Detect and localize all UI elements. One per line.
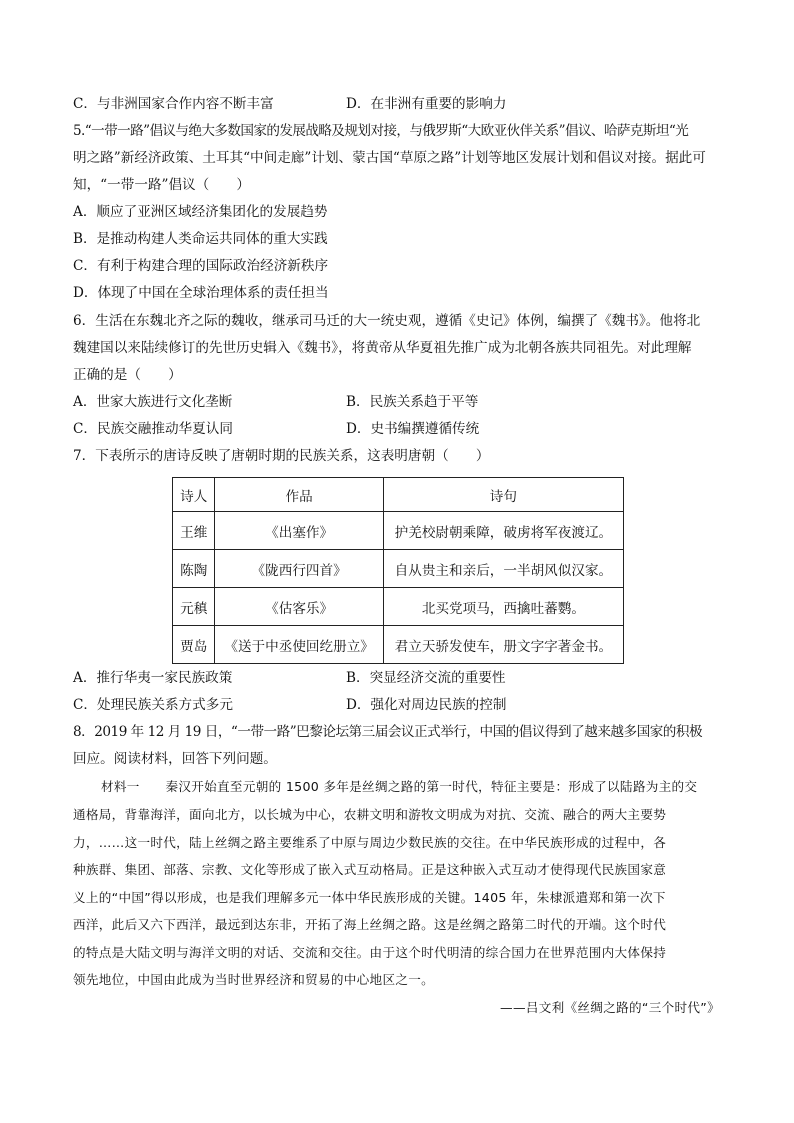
material-line-4: 种族群、集团、部落、宗教、文化等形成了嵌入式互动格局。正是这种嵌入式互动才使得现代民族国家意 — [73, 862, 667, 877]
q5-option-d: D．体现了中国在全球治理体系的责任担当 — [73, 285, 329, 301]
header-poet: 诗人 — [173, 478, 215, 512]
work-cell: 《估客乐》 — [215, 588, 383, 626]
q6-stem-line-3: 正确的是（ ） — [73, 367, 182, 383]
verse-cell: 君立天骄发使车，册文字字著金书。 — [383, 626, 623, 664]
material-source: ——吕文利《丝绸之路的“三个时代”》 — [500, 1000, 720, 1015]
material-line-5: 义上的“中国”得以形成，也是我们理解多元一体中华民族形成的关键。1405 年，朱棣派遣郑和第一次下 — [73, 890, 666, 905]
q5-option-a: A．顺应了亚洲区域经济集团化的发展趋势 — [73, 204, 328, 220]
header-verse: 诗句 — [383, 478, 623, 512]
q4-option-d: D．在非洲有重要的影响力 — [346, 96, 507, 112]
work-cell: 《送于中丞使回纥册立》 — [215, 626, 383, 664]
material-line-3: 力，……这一时代，陆上丝绸之路主要维系了中原与周边少数民族的交往。在中华民族形成的过程中，各 — [73, 835, 667, 850]
q7-option-b: B．突显经济交流的重要性 — [346, 670, 506, 686]
q8-stem-line-2: 回应。阅读材料，回答下列问题。 — [73, 751, 277, 767]
q6-option-b: B．民族关系趋于平等 — [346, 394, 479, 410]
table-row — [173, 588, 624, 626]
q7-option-d: D．强化对周边民族的控制 — [346, 697, 507, 713]
material-line-6: 西洋，此后又六下西洋，最远到达东非，开拓了海上丝绸之路。这是丝绸之路第二时代的开端。这个时代 — [73, 917, 667, 932]
q4-option-c: C．与非洲国家合作内容不断丰富 — [73, 96, 274, 112]
poet-cell: 元稹 — [173, 588, 215, 626]
work-cell: 《陇西行四首》 — [215, 550, 383, 588]
q7-option-a: A．推行华夷一家民族政策 — [73, 670, 233, 686]
q8-stem-line-1: 8．2019 年 12 月 19 日，“一带一路”巴黎论坛第三届会议正式举行，中国的倡议得到了越来越多国家的积极 — [73, 724, 703, 740]
poem-table — [172, 477, 624, 664]
material-line-8: 领先地位，中国由此成为当时世界经济和贸易的中心地区之一。 — [73, 972, 435, 987]
q5-stem-line-1: 5.“一带一路”倡议与绝大多数国家的发展战略及规划对接，与俄罗斯“大欧亚伙伴关系”倡议、哈萨克斯坦“光 — [73, 123, 689, 139]
q6-stem-line-1: 6．生活在东魏北齐之际的魏收，继承司马迁的大一统史观，遵循《史记》体例，编撰了《魏书》。他将北 — [73, 313, 701, 329]
material-line-1: 材料一 秦汉开始直至元朝的 1500 多年是丝绸之路的第一时代，特征主要是：形成了以陆路为主的交 — [101, 779, 698, 794]
q5-option-b: B．是推动构建人类命运共同体的重大实践 — [73, 231, 328, 247]
table-row — [173, 512, 624, 550]
poet-cell: 贾岛 — [173, 626, 215, 664]
material-line-7: 的特点是大陆文明与海洋文明的对话、交流和交往。由于这个时代明清的综合国力在世界范围内大体保持 — [73, 945, 667, 960]
q6-option-d: D．史书编撰遵循传统 — [346, 421, 480, 437]
q6-option-c: C．民族交融推动华夏认同 — [73, 421, 233, 437]
verse-cell: 自从贵主和亲后，一半胡风似汉家。 — [383, 550, 623, 588]
header-work: 作品 — [215, 478, 383, 512]
q5-option-c: C．有利于构建合理的国际政治经济新秩序 — [73, 258, 329, 274]
poet-cell: 王维 — [173, 512, 215, 550]
q5-stem-line-3: 知，“一带一路”倡议（ ） — [73, 177, 251, 193]
q7-stem: 7．下表所示的唐诗反映了唐朝时期的民族关系，这表明唐朝（ ） — [73, 448, 490, 464]
material-line-2: 通格局，背靠海洋，面向北方，以长城为中心，农耕文明和游牧文明成为对抗、交流、融合的两大主要势 — [73, 807, 667, 822]
q6-option-a: A．世家大族进行文化垄断 — [73, 394, 233, 410]
q6-stem-line-2: 魏建国以来陆续修订的先世历史辑入《魏书》，将黄帝从华夏祖先推广成为北朝各族共同祖先。对此理解 — [73, 340, 692, 356]
table-row — [173, 550, 624, 588]
table-row — [173, 626, 624, 664]
poet-cell: 陈陶 — [173, 550, 215, 588]
verse-cell: 护羌校尉朝乘障，破虏将军夜渡辽。 — [383, 512, 623, 550]
poem-table-header-row — [173, 478, 624, 512]
q5-stem-line-2: 明之路”新经济政策、土耳其“中间走廊”计划、蒙古国“草原之路”计划等地区发展计划和倡议对接。据此可 — [73, 150, 706, 166]
verse-cell: 北买党项马，西擒吐蕃鹦。 — [383, 588, 623, 626]
work-cell: 《出塞作》 — [215, 512, 383, 550]
q7-option-c: C．处理民族关系方式多元 — [73, 697, 233, 713]
